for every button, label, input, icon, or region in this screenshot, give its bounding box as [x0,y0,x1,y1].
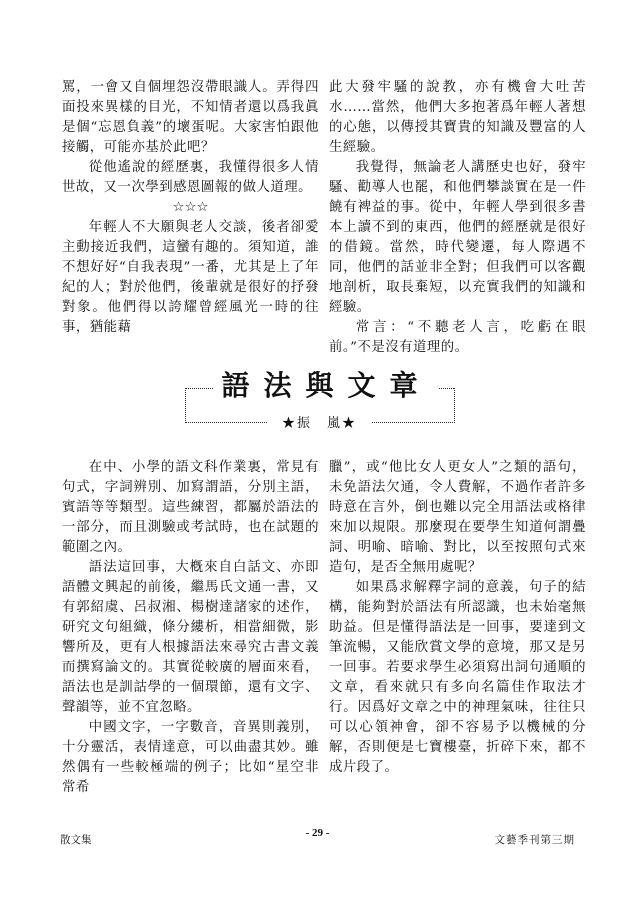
paragraph: 語法這回事，大槪來自白話文、亦即語體文興起的前後，繼馬氏文通一書，又有郭紹虞、呂叔湘、楊樹達諸家的述作，研究文句組織，條分縷析，相當細微，影響所及，更有人根據語法來尋究古書文義而撰寫論文的。其實從較廣的層面來看，語法也是訓詁學的一個環節，還有文字、聲韻等，並不宜忽略。 [62,560,319,715]
paragraph: 如果爲求解釋字詞的意義，句子的結構，能夠對於語法有所認識，也未始毫無助益。但是懂得語法是一回事，要達到文筆流暢，又能欣賞文學的意境，那又是另一回事。若要求學生必須寫出詞句通順的文章，看來就只有多向名篇佳作取法才行。因爲好文章之中的神理氣味，往往只可以心領神會，卻不容易予以機械的分解，否則便是七寶樓臺，折碎下來，都不成片段了。 [329,580,586,775]
paragraph: 我覺得，無論老人講歷史也好，發牢騷、勸導人也罷，和他們攀談實在是一件饒有裨益的事。從中，年輕人學到很多書本上讀不到的東西，他們的經歷就是很好的借鏡。當然，時代變遷，每人際遇不同，他們的話並非全對；但我們可以客觀地剖析，取長棄短，以充實我們的知識和經驗。 [329,160,586,315]
page-number: - 29 - [305,827,330,839]
footer-publication-name: 文藝季刊第三期 [494,834,575,846]
article-title: 語法與文章 [185,364,454,404]
article-byline: ★振 嵐★ [185,412,454,431]
paragraph: 從他遙說的經歷裏，我懂得很多人情世故，又一次學到感恩圖報的做人道理。 [62,160,319,195]
paragraph: 此大發牢騷的說教，亦有機會大吐苦水……當然，他們大多抱著爲年輕人著想的心態，以傳授其寶貴的知識及豐富的人生經驗。 [329,80,586,155]
bottom-right-column [329,458,586,778]
footer-section-name: 散文集 [60,834,92,846]
top-left-column [62,78,319,338]
paragraph: 罵，一會又自個埋怨沒帶眼識人。弄得四面投來異樣的目光，不知情者還以爲我眞是個“忘恩負義”的壞蛋呢。大家害怕跟他接觸，可能亦基於此吧？ [62,80,319,155]
section-divider-stars: ☆☆☆ [172,200,209,215]
paragraph: 在中、小學的語文科作業裏，常見有句式，字詞辨別、加寫謂語，分別主語，賓語等等類型。這些練習，都屬於語法的一部分，而且測驗或考試時，也在試題的範圍之內。 [62,460,319,555]
bottom-left-column [62,458,319,798]
paragraph: 中國文字，一字數音，音異則義別，十分靈活，表情達意，可以曲盡其妙。雖然偶有一些較極端的例子；比如“星空非常希 [62,720,319,795]
paragraph: 常言：“不聽老人言，吃虧在眼前。”不是沒有道理的。 [329,320,586,355]
paragraph: 年輕人不大願與老人交談，後者卻愛主動接近我們，這蠻有趣的。須知道，誰不想好好“自我表現”一番，尤其是上了年紀的人；對於他們，後輩就是很好的抒發對象。他們得以誇耀曾經風光一時的往事，猶能藉 [62,220,319,335]
top-right-column [329,78,586,358]
article-header [185,362,454,431]
paragraph: 臘”，或“他比女人更女人”之類的語句，未免語法欠通，令人費解，不過作者許多時意在言外，倒也難以完全用語法或格律來加以規限。那麼現在要學生知道何謂疊詞、明喻、暗喻、對比，以至按照句式來造句，是否全無用處呢？ [329,460,586,575]
